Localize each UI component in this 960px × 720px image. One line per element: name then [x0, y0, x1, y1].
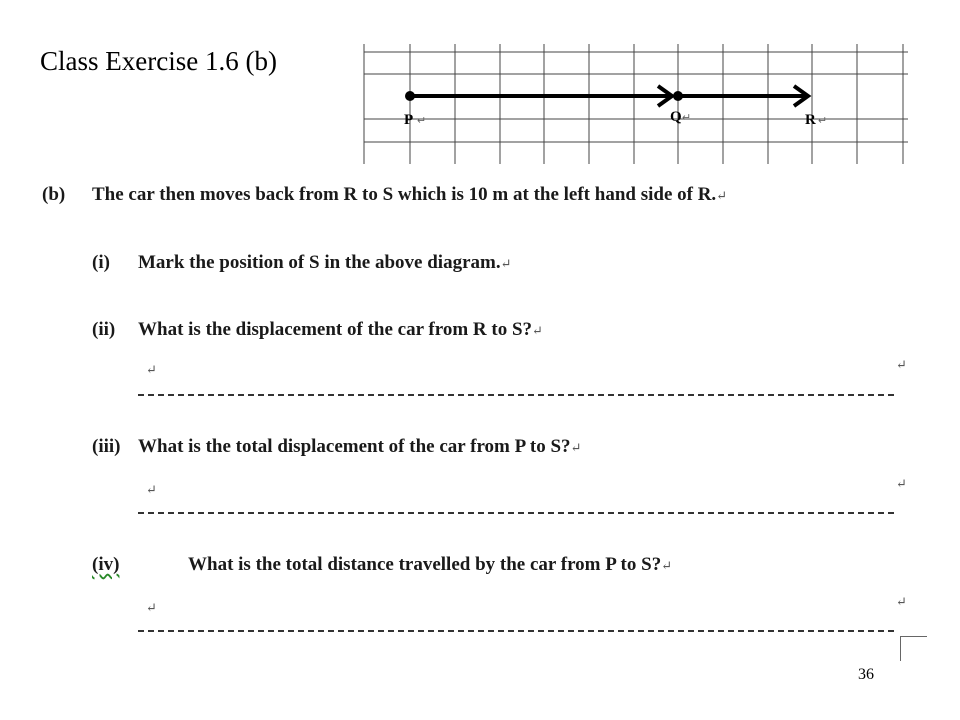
part-iii-text-body: What is the total displacement of the car from P to S? [138, 436, 571, 457]
return-mark-r: ↵ [818, 115, 828, 127]
return-mark: ↵ [500, 256, 512, 271]
part-iv-number [92, 554, 119, 576]
point-r-label: R [805, 112, 816, 128]
return-mark-p: ↵ [417, 115, 427, 127]
answer-line-iv[interactable] [138, 630, 894, 632]
return-mark-q: ↵ [682, 112, 692, 124]
part-i-text [138, 252, 512, 274]
grid-svg [360, 44, 908, 164]
slide-title: Class Exercise 1.6 (b) [40, 46, 277, 76]
grid-lines [364, 44, 908, 164]
part-iv-text [188, 554, 672, 576]
return-mark: ↵ [661, 558, 673, 573]
point-p-label: P [404, 112, 414, 128]
part-ii-text [138, 319, 543, 341]
motion-arrows [405, 86, 808, 106]
part-iv-number-text: (iv) [92, 554, 120, 575]
question-b-text [92, 184, 727, 206]
answer-line-iii[interactable] [138, 512, 894, 514]
point-q-dot [673, 91, 683, 101]
return-mark: ↵ [570, 440, 582, 455]
part-iii-text [138, 436, 581, 458]
return-mark: ↵ [532, 323, 543, 338]
question-b-number: (b) [42, 184, 66, 205]
return-mark: ↵ [716, 188, 728, 203]
part-iv-text-body: What is the total distance travelled by the car from P to S? [188, 554, 662, 575]
page-number: 36 [858, 666, 874, 683]
part-ii-text-body: What is the displacement of the car from R to S? [138, 319, 533, 340]
question-b-text-body: The car then moves back from R to S which is 10 m at the left hand side of R. [92, 184, 717, 205]
part-i-text-body: Mark the position of S in the above diagram. [138, 252, 501, 273]
part-iii-number: (iii) [92, 436, 121, 457]
point-q-label: Q [670, 109, 682, 125]
answer-iii-return-left: ↵ [146, 482, 157, 497]
page-corner-mark [900, 636, 927, 661]
part-i-number: (i) [92, 252, 110, 273]
answer-ii-return-left: ↵ [146, 362, 157, 377]
position-diagram [360, 44, 908, 169]
answer-iii-return-right: ↵ [896, 476, 907, 491]
answer-ii-return-right: ↵ [896, 357, 907, 372]
answer-iv-return-right: ↵ [896, 594, 907, 609]
part-ii-number: (ii) [92, 319, 116, 340]
answer-line-ii[interactable] [138, 394, 894, 396]
point-p-dot [405, 91, 415, 101]
answer-iv-return-left: ↵ [146, 600, 157, 615]
